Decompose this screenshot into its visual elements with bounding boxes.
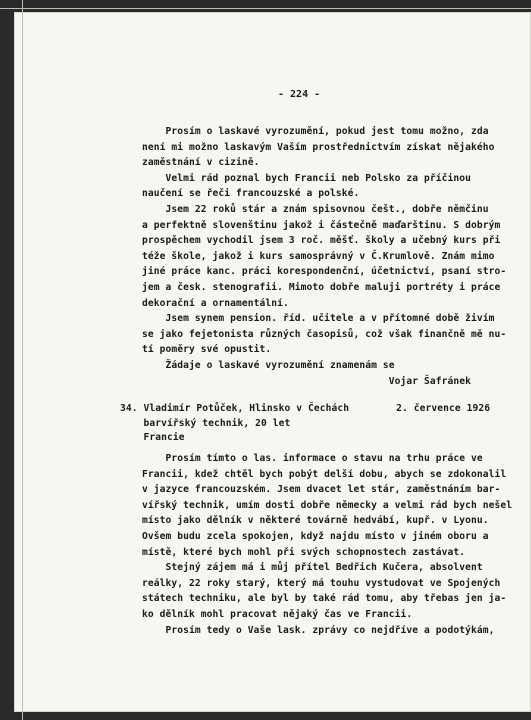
text-line: zaměstnání v cizině.: [142, 157, 260, 169]
text-line: místo jako dělník v některé továrně hedvábí, kupř. v Lyonu.: [142, 515, 489, 527]
text-line: státech techniku, ale byl by také rád tomu, aby třebas jen ja-: [142, 593, 507, 605]
letter-body-1: [142, 124, 512, 394]
text-line: tí poměry své opustit.: [142, 344, 272, 356]
text-line: ko dělník mohl pracovat nějaký čas ve Francii.: [142, 609, 413, 620]
text-line: reálky, 22 roky starý, který má touhu vystudovat ve Spojených: [142, 577, 501, 589]
text-line: a perfektně slovenštinu jakož i částečně maďarštinu. S dobrým: [142, 219, 501, 231]
text-line: naučení se řeči francouzské a polské.: [142, 188, 360, 200]
text-line: barvířský technik, 20 let: [120, 417, 291, 429]
text-line: Prosím tímto o las. informace o stavu na trhu práce ve: [142, 453, 483, 464]
page-edge-vertical: [22, 0, 23, 720]
page-edge-horizontal: [0, 8, 531, 9]
letter-body-2: [142, 451, 517, 701]
text-line: v jazyce francouzském. Jsem dvacet let stár, zaměstnáním bar-: [142, 484, 501, 496]
text-line: téže škole, jakož i kurs samosprávný v Č.Krumlově. Znám mimo: [142, 250, 495, 262]
text-line: se jako fejetonista různých časopisů, což však finančně mě nu-: [142, 328, 507, 340]
text-line: Žádaje o laskavé vyrozumění znamenám se: [142, 360, 395, 371]
text-line: Prosím tedy o Vaše lask. zprávy co nejdříve a podotýkám,: [142, 624, 495, 636]
text-line: Francii, kdež chtěl bych pobýt delší dobu, abych se zdokonalil: [142, 468, 507, 480]
text-line: 34. Vladimír Potůček, Hlinsko v Čechách 2. července 1926: [120, 403, 491, 414]
text-line: Francie: [120, 432, 185, 443]
text-line: místě, které bych mohl při svých schopnostech zastávat.: [142, 546, 466, 558]
text-line: Vojar Šafránek: [142, 375, 472, 387]
text-line: jem a česk. stenografii. Mimoto dobře maluji portréty i práce: [142, 282, 501, 293]
text-line: Velmi rád poznal bych Francii neb Polsko za příčinou: [142, 172, 472, 184]
text-line: prospěchem vychodil jsem 3 roč. měšť. školy a učebný kurs při: [142, 235, 501, 247]
text-line: dekorační a ornamentální.: [142, 297, 289, 309]
text-line: Stejný zájem má i můj přítel Bedřich Kučera, absolvent: [142, 562, 483, 574]
page-number: - 224 -: [278, 89, 321, 100]
text-line: vířský technik, umím dosti dobře německy a velmi rád bych nešel: [142, 499, 513, 511]
text-line: Jsem synem pension. říd. učitele a v přítomné době živím: [142, 313, 495, 325]
text-line: jiné práce kanc. práci korespondenční, účetnictví, psaní stro-: [142, 266, 507, 278]
text-line: Prosím o laskavé vyrozumění, pokud jest tomu možno, zda: [142, 126, 489, 137]
text-line: Jsem 22 roků stár a znám spisovnou češt., dobře němčinu: [142, 204, 489, 215]
text-line: Ovšem budu zcela spokojen, když najdu místo v jiném oboru a: [142, 531, 489, 542]
text-line: není mi možno laskavým Vaším prostřednictvím získat nějakého: [142, 141, 495, 153]
